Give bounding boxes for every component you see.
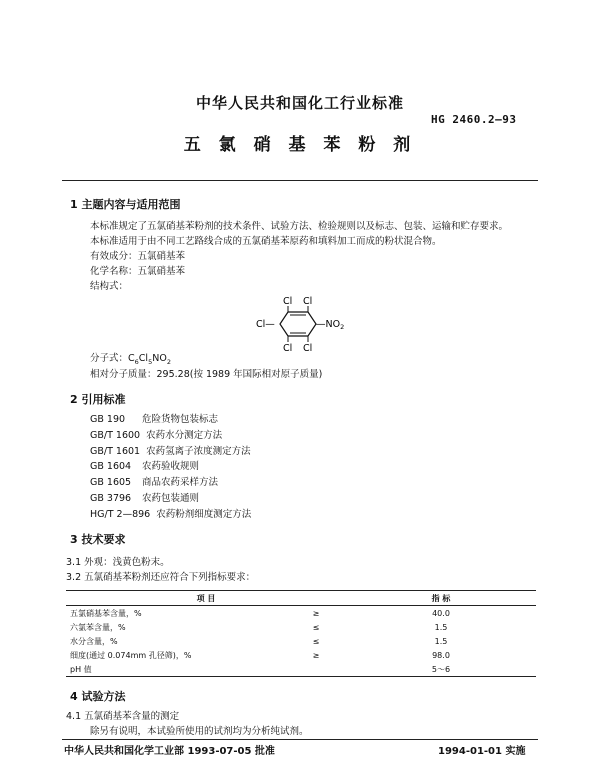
row-operator xyxy=(286,662,346,677)
header-rule xyxy=(62,180,538,181)
row-operator: ≤ xyxy=(312,622,320,632)
spec-intro: 3.2 五氯硝基苯粉剂还应符合下列指标要求： xyxy=(66,572,256,583)
reference-item: GB/T 1601 农药氢离子浓度测定方法 xyxy=(90,445,251,457)
section-3-heading: 3 技术要求 xyxy=(70,533,126,546)
appearance-requirement: 3.1 外观：浅黄色粉末。 xyxy=(66,557,170,568)
table-row xyxy=(66,662,536,677)
spec-table-header xyxy=(66,591,536,606)
reference-item: GB 190 危险货物包装标志 xyxy=(90,414,219,425)
row-item: pH 值 xyxy=(66,662,286,677)
table-row xyxy=(66,606,536,621)
row-item: 五氯硝基苯含量，% xyxy=(70,608,142,618)
row-operator: ≥ xyxy=(312,650,320,660)
spec-table xyxy=(66,590,536,677)
row-operator: ≥ xyxy=(312,608,320,618)
cl-bottom-right: Cl xyxy=(303,343,313,354)
row-value: 98.0 xyxy=(432,650,450,660)
table-row xyxy=(66,620,536,634)
section-2-heading: 2 引用标准 xyxy=(70,393,126,406)
reference-item: HG/T 2—896 农药粉剂细度测定方法 xyxy=(90,508,252,520)
test-method-heading: 4.1 五氯硝基苯含量的测定 xyxy=(66,711,180,722)
table-row xyxy=(66,634,536,648)
structure-label: 结构式： xyxy=(90,281,129,292)
reference-list xyxy=(90,412,251,523)
molecular-formula: 分子式：$C_6Cl_5NO_2$ xyxy=(90,353,171,366)
reference-item: GB/T 1600 农药水分测定方法 xyxy=(90,429,223,441)
section-4-heading: 4 试验方法 xyxy=(70,690,126,703)
row-value: 40.0 xyxy=(432,608,450,618)
effective-date: 1994-01-01 实施 xyxy=(438,746,526,757)
row-value: 5～6 xyxy=(346,662,536,677)
molecular-mass: 相对分子质量：295.28(按 1989 年国际相对原子质量) xyxy=(90,369,323,380)
cl-top-right: Cl xyxy=(303,296,313,307)
cl-bottom-left: Cl xyxy=(283,343,293,354)
row-value: 1.5 xyxy=(434,622,448,632)
standard-org: 中华人民共和国化工行业标准 xyxy=(195,94,404,112)
chemical-name: 化学名称：五氯硝基苯 xyxy=(90,266,186,277)
approval-line: 中华人民共和国化学工业部 1993-07-05 批准 xyxy=(64,746,275,757)
no2-group: $—NO_2$ xyxy=(316,319,345,331)
col-item-header: 项 目 xyxy=(66,591,346,606)
col-index-header: 指 标 xyxy=(346,591,536,606)
test-method-note: 除另有说明，本试验所使用的试剂均为分析纯试剂。 xyxy=(90,726,309,737)
section-1-paragraph-1: 本标准规定了五氯硝基苯粉剂的技术条件、试验方法、检验规则以及标志、包装、运输和贮存要求。 xyxy=(90,221,509,232)
section-1-paragraph-2: 本标准适用于由不同工艺路线合成的五氯硝基苯原药和填料加工而成的粉状混合物。 xyxy=(90,236,442,247)
row-item: 细度(通过 0.074mm 孔径筛)，% xyxy=(70,650,192,660)
reference-item: GB 1605 商品农药采样方法 xyxy=(90,477,219,489)
row-value: 1.5 xyxy=(434,636,448,646)
row-operator: ≤ xyxy=(312,636,320,646)
reference-item: GB 1604 农药验收规则 xyxy=(90,461,200,473)
active-ingredient: 有效成分：五氯硝基苯 xyxy=(90,251,186,262)
reference-item: GB 3796 农药包装通则 xyxy=(90,492,200,504)
table-row xyxy=(66,648,536,662)
structural-formula xyxy=(250,292,360,354)
row-item: 水分含量，% xyxy=(70,636,118,646)
page-title: 五 氯 硝 基 苯 粉 剂 xyxy=(183,135,417,155)
standard-code: HG 2460.2—93 xyxy=(431,113,517,126)
benzene-ring xyxy=(280,312,316,336)
section-1-heading: 1 主题内容与适用范围 xyxy=(70,198,181,211)
footer-rule xyxy=(62,739,538,740)
cl-left: Cl— xyxy=(256,319,275,330)
row-item: 六氯苯含量，% xyxy=(70,622,126,632)
cl-top-left: Cl xyxy=(283,296,293,307)
